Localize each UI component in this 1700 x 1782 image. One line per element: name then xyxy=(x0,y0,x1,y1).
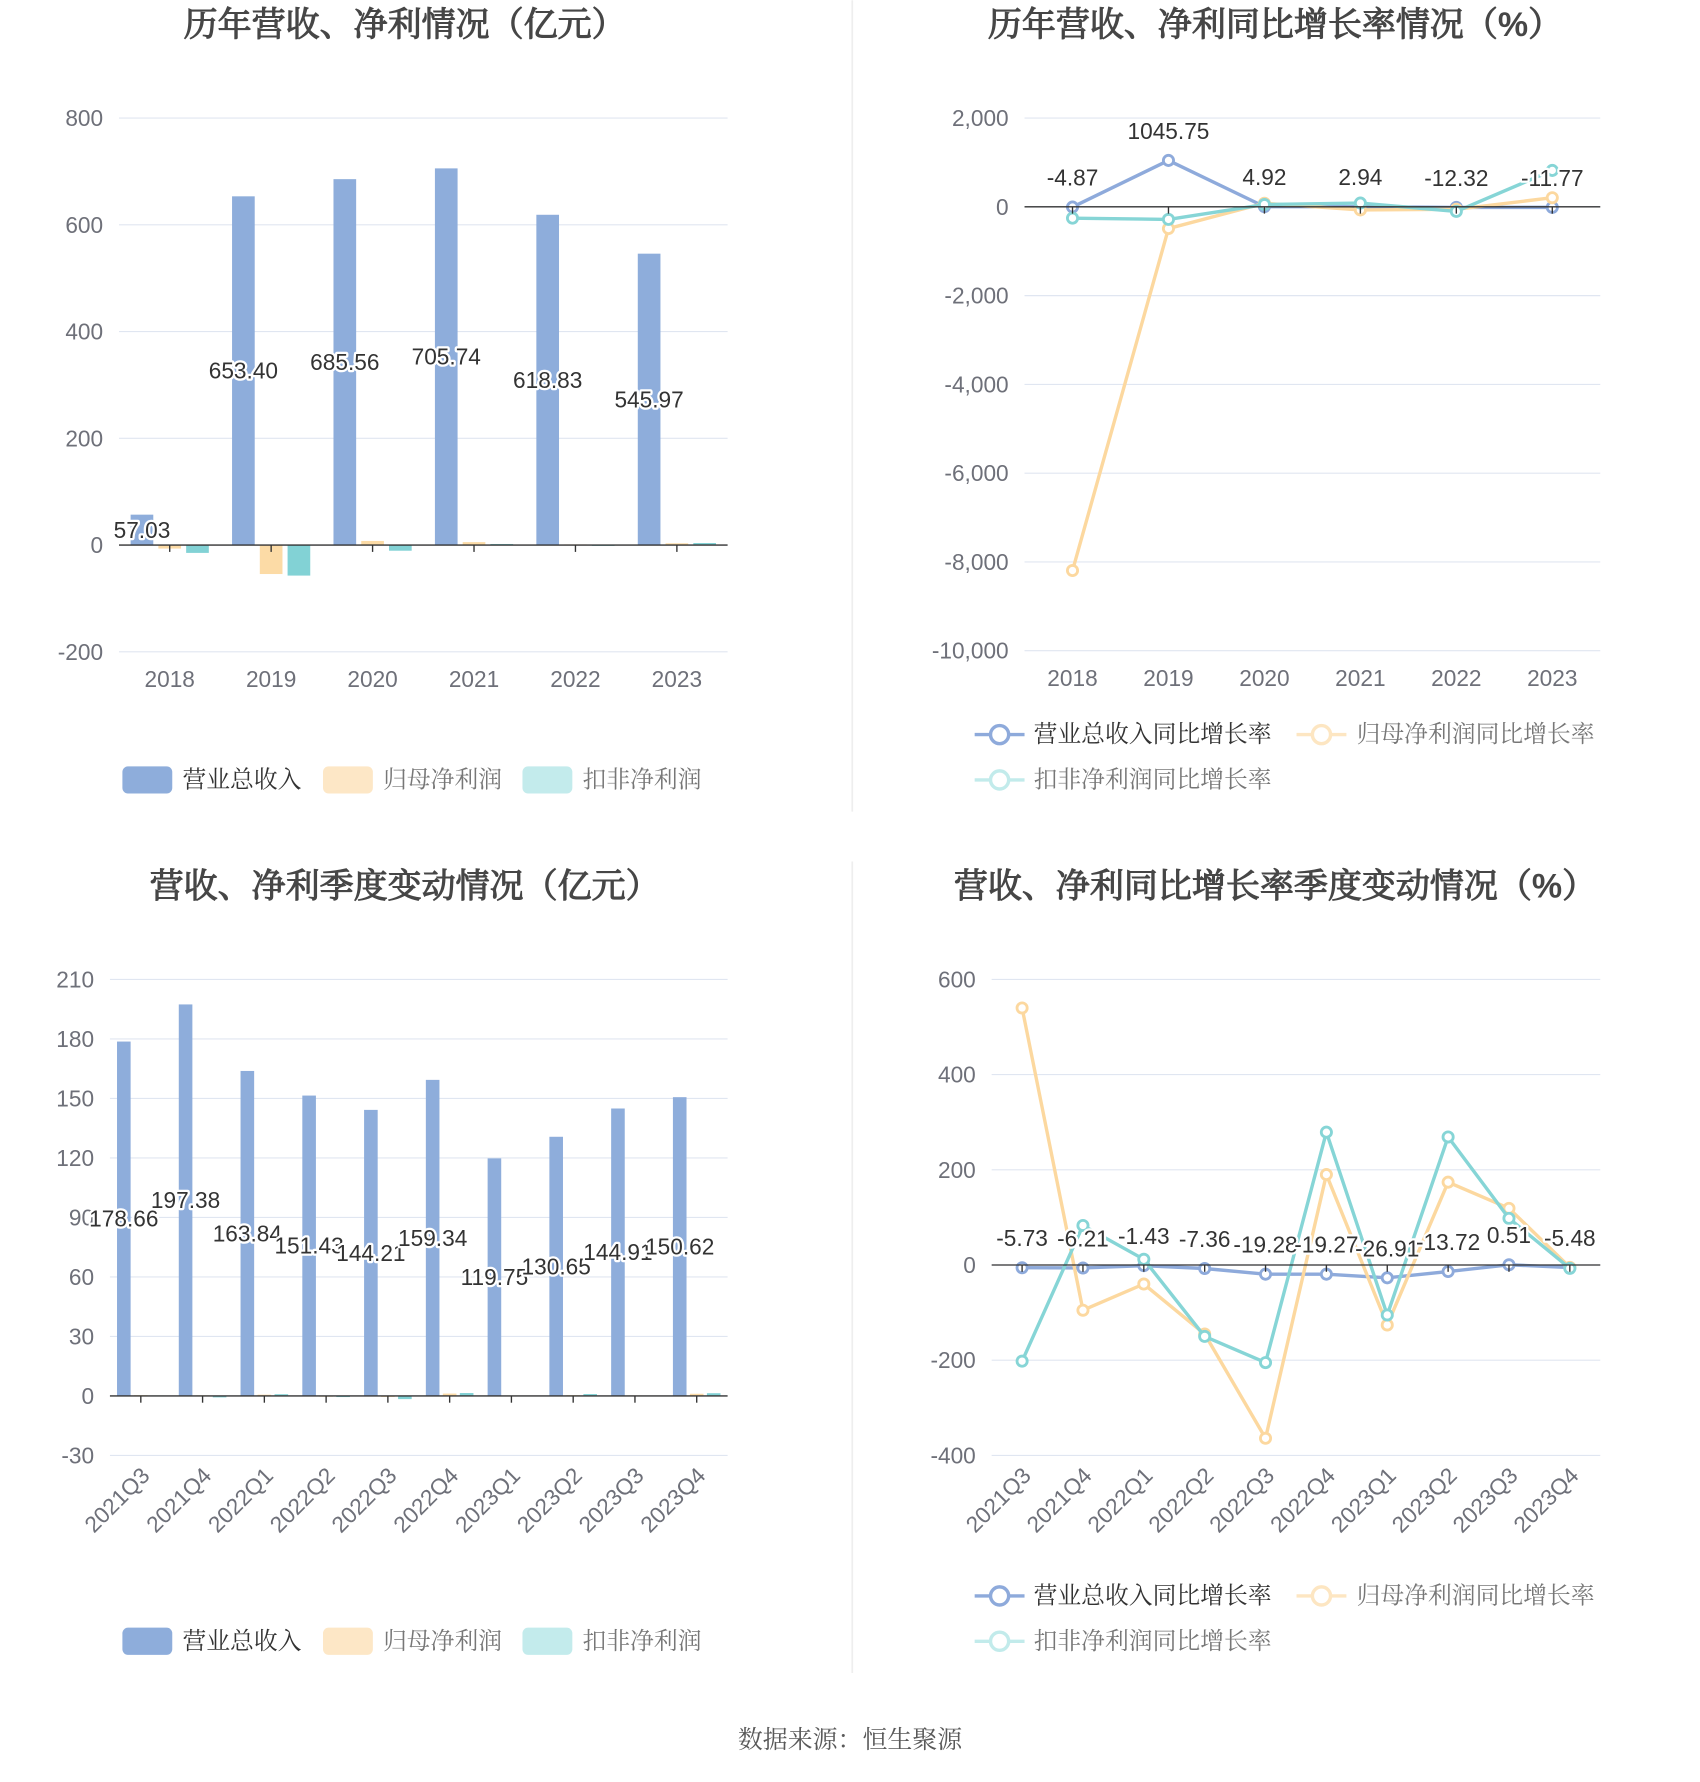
data-label-revenue: 685.56 xyxy=(310,349,380,376)
point-net-profit-deducted-growth xyxy=(1067,213,1077,223)
y-axis xyxy=(58,105,103,665)
legend-label: 扣非净利润 xyxy=(582,766,702,794)
chart-legend xyxy=(122,1628,701,1655)
data-label-revenue-growth: -19.27 xyxy=(1294,1231,1359,1258)
legend-swatch xyxy=(122,1628,172,1655)
legend-label: 扣非净利润 xyxy=(582,1627,702,1655)
y-tick-label: -10,000 xyxy=(931,637,1009,664)
data-labels xyxy=(114,344,684,543)
x-tick-label: 2023 xyxy=(1527,664,1578,691)
x-tick-label: 2023 xyxy=(651,666,703,693)
x-tick-label: 2023Q3 xyxy=(1447,1462,1523,1538)
legend-item-net-profit-deducted[interactable] xyxy=(522,1628,701,1655)
x-tick-label: 2023Q2 xyxy=(1386,1462,1462,1538)
point-net-profit-parent-growth xyxy=(1260,1433,1270,1443)
legend-line-marker-icon xyxy=(975,726,1025,744)
y-tick-label: 200 xyxy=(65,425,104,452)
data-label-revenue-growth: -13.72 xyxy=(1415,1228,1481,1255)
x-tick-label: 2023Q4 xyxy=(635,1462,711,1538)
y-tick-label: -400 xyxy=(930,1442,976,1469)
x-tick-label: 2019 xyxy=(1143,664,1194,691)
legend-item-net-profit-parent[interactable] xyxy=(323,1628,502,1655)
x-axis xyxy=(119,545,728,692)
point-net-profit-parent-growth xyxy=(1139,1279,1149,1289)
data-label-revenue: 197.38 xyxy=(150,1187,221,1214)
legend-item-net-profit-parent-growth[interactable] xyxy=(1297,721,1595,748)
quarterly-growth-rate-chart xyxy=(930,867,1600,1654)
x-tick-label: 2021 xyxy=(1335,664,1386,691)
data-label-revenue: 130.65 xyxy=(521,1253,591,1280)
chart-plot-area xyxy=(930,966,1600,1537)
data-label-revenue: 653.40 xyxy=(208,357,279,384)
data-label-revenue: 144.21 xyxy=(336,1239,406,1266)
annual-growth-rate-chart xyxy=(932,5,1600,793)
y-tick-label: -200 xyxy=(57,638,104,665)
legend-line-marker-icon xyxy=(975,771,1025,789)
x-tick-label: 2022Q4 xyxy=(387,1462,464,1538)
point-net-profit-parent-growth xyxy=(1443,1177,1453,1187)
x-tick-label: 2022Q2 xyxy=(264,1462,340,1538)
x-tick-label: 2020 xyxy=(347,666,398,693)
legend-item-revenue[interactable] xyxy=(122,1628,301,1655)
chart-legend xyxy=(975,1582,1595,1654)
legend-item-net-profit-deducted-growth[interactable] xyxy=(975,1628,1272,1655)
legend-label: 归母净利润 xyxy=(383,1627,503,1655)
x-tick-label: 2019 xyxy=(245,666,297,693)
chart-title: 营收、净利同比增长率季度变动情况（%） xyxy=(953,867,1597,906)
grid-lines xyxy=(110,979,728,1455)
legend-line-marker-icon xyxy=(975,1632,1025,1650)
x-tick-label: 2022 xyxy=(550,666,601,693)
legend-label: 营业总收入 xyxy=(182,766,302,794)
annual-revenue-profit-chart xyxy=(58,5,728,793)
y-tick-label: 400 xyxy=(937,1061,976,1088)
point-net-profit-deducted-growth xyxy=(1200,1331,1210,1341)
x-tick-label: 2021Q4 xyxy=(140,1462,217,1538)
data-label-revenue-growth: 0.51 xyxy=(1486,1222,1532,1249)
bar-net-profit-deducted xyxy=(186,545,209,553)
legend-swatch xyxy=(522,1628,572,1655)
x-tick-label: 2022Q4 xyxy=(1264,1462,1341,1538)
data-label-revenue: 178.66 xyxy=(89,1205,159,1232)
legend-label: 营业总收入同比增长率 xyxy=(1033,1582,1272,1610)
data-label-revenue-growth: -26.91 xyxy=(1355,1235,1420,1262)
legend-swatch xyxy=(522,766,572,793)
data-label-revenue-growth: -5.48 xyxy=(1544,1225,1596,1252)
point-net-profit-deducted-growth xyxy=(1321,1127,1331,1137)
legend-swatch xyxy=(122,766,172,793)
data-label-revenue-growth: -5.73 xyxy=(996,1225,1048,1252)
x-axis xyxy=(79,1396,727,1538)
legend-marker xyxy=(991,1587,1009,1605)
y-tick-label: 90 xyxy=(68,1204,95,1231)
chart-legend xyxy=(975,721,1595,793)
series-marks xyxy=(1067,155,1557,575)
y-tick-label: 2,000 xyxy=(951,105,1009,132)
y-tick-label: 150 xyxy=(56,1085,95,1112)
y-axis xyxy=(932,105,1009,664)
point-net-profit-parent-growth xyxy=(1067,565,1077,575)
x-tick-label: 2021Q3 xyxy=(960,1462,1036,1538)
point-net-profit-parent-growth xyxy=(1078,1305,1088,1315)
legend-line-marker-icon xyxy=(975,1587,1025,1605)
chart-title: 历年营收、净利情况（亿元） xyxy=(183,6,626,45)
legend-marker xyxy=(991,1632,1009,1650)
y-tick-label: 180 xyxy=(56,1025,95,1052)
point-net-profit-deducted-growth xyxy=(1139,1254,1149,1264)
data-label-revenue: 618.83 xyxy=(513,366,583,393)
x-tick-label: 2023Q2 xyxy=(511,1462,587,1538)
y-tick-label: -4,000 xyxy=(944,371,1009,398)
y-tick-label: -2,000 xyxy=(944,282,1009,309)
data-label-revenue: 57.03 xyxy=(113,516,171,543)
y-tick-label: 30 xyxy=(68,1323,95,1350)
legend-label: 营业总收入 xyxy=(182,1627,302,1655)
legend-marker xyxy=(1312,726,1330,744)
data-label-revenue-growth: -1.43 xyxy=(1117,1223,1170,1250)
x-tick-label: 2022Q3 xyxy=(1203,1462,1280,1538)
bar-net-profit-deducted xyxy=(389,545,412,551)
data-label-revenue: 163.84 xyxy=(212,1220,282,1247)
point-net-profit-parent-growth xyxy=(1017,1003,1027,1013)
x-tick-label: 2018 xyxy=(1047,664,1098,691)
y-tick-label: 60 xyxy=(68,1263,95,1290)
x-tick-label: 2022Q2 xyxy=(1143,1462,1219,1538)
bar-net-profit-deducted xyxy=(288,545,311,575)
point-net-profit-parent-growth xyxy=(1321,1169,1331,1179)
data-label-revenue: 705.74 xyxy=(411,343,481,370)
y-tick-label: 0 xyxy=(90,532,104,559)
legend-label: 归母净利润 xyxy=(383,766,503,794)
x-tick-label: 2022 xyxy=(1431,664,1482,691)
legend-label: 扣非净利润同比增长率 xyxy=(1033,766,1272,794)
data-label-revenue-growth: -4.87 xyxy=(1046,164,1099,191)
line-revenue-growth xyxy=(1022,1265,1570,1278)
chart-plot-area xyxy=(58,105,728,692)
x-tick-label: 2023Q3 xyxy=(573,1462,649,1538)
legend-item-net-profit-deducted[interactable] xyxy=(522,766,701,793)
legend-marker xyxy=(1312,1587,1330,1605)
point-net-profit-deducted-growth xyxy=(1260,1357,1270,1367)
x-tick-label: 2022Q3 xyxy=(326,1462,402,1538)
y-tick-label: 0 xyxy=(963,1252,976,1278)
data-label-revenue-growth: -19.28 xyxy=(1233,1231,1298,1258)
data-label-revenue: 150.62 xyxy=(645,1233,715,1260)
x-tick-label: 2022Q1 xyxy=(202,1462,279,1538)
point-revenue-growth xyxy=(1382,1273,1392,1283)
x-tick-label: 2023Q4 xyxy=(1508,1462,1584,1538)
y-tick-label: 200 xyxy=(937,1156,976,1183)
legend-line-marker-icon xyxy=(1297,726,1347,744)
data-labels xyxy=(996,1222,1595,1261)
legend-marker xyxy=(991,726,1009,744)
y-tick-label: 0 xyxy=(996,193,1009,220)
grid-lines xyxy=(1025,118,1601,651)
y-tick-label: 0 xyxy=(81,1382,95,1409)
y-tick-label: -8,000 xyxy=(944,548,1009,575)
y-tick-label: -6,000 xyxy=(944,460,1009,487)
data-label-revenue-growth: 1045.75 xyxy=(1127,117,1210,144)
chart-plot-area xyxy=(56,966,727,1537)
data-label-revenue: 159.34 xyxy=(398,1224,468,1251)
legend-label: 归母净利润同比增长率 xyxy=(1356,1582,1595,1610)
legend-label: 扣非净利润同比增长率 xyxy=(1033,1627,1272,1655)
data-label-revenue: 545.97 xyxy=(614,386,684,413)
y-tick-label: 800 xyxy=(65,105,104,132)
point-net-profit-deducted-growth xyxy=(1163,214,1173,224)
data-label-revenue-growth: 2.94 xyxy=(1338,164,1383,191)
x-tick-label: 2023Q1 xyxy=(449,1462,526,1538)
data-label-revenue: 119.75 xyxy=(460,1264,529,1291)
legend-label: 归母净利润同比增长率 xyxy=(1356,721,1595,749)
point-net-profit-deducted-growth xyxy=(1443,1132,1453,1142)
legend-line-marker-icon xyxy=(1297,1587,1347,1605)
data-label-revenue-growth: -7.36 xyxy=(1178,1225,1231,1252)
x-tick-label: 2020 xyxy=(1239,664,1290,691)
data-label-revenue-growth: 4.92 xyxy=(1242,164,1287,191)
y-tick-label: -30 xyxy=(61,1442,95,1469)
chart-legend xyxy=(122,766,701,793)
point-revenue-growth xyxy=(1163,155,1173,165)
chart-title: 历年营收、净利同比增长率情况（%） xyxy=(987,6,1563,45)
legend-item-revenue-growth[interactable] xyxy=(975,1582,1272,1609)
x-tick-label: 2023Q1 xyxy=(1325,1462,1401,1538)
point-net-profit-parent-growth xyxy=(1547,193,1557,203)
x-tick-label: 2021 xyxy=(448,666,500,693)
legend-item-net-profit-deducted-growth[interactable] xyxy=(975,766,1272,793)
legend-label: 营业总收入同比增长率 xyxy=(1033,721,1272,749)
data-label-revenue-growth: -12.32 xyxy=(1424,164,1489,191)
legend-item-revenue[interactable] xyxy=(122,766,301,793)
legend-swatch xyxy=(323,766,373,793)
y-tick-label: 210 xyxy=(56,966,95,993)
quarterly-revenue-profit-chart xyxy=(56,867,727,1654)
point-net-profit-deducted-growth xyxy=(1017,1356,1027,1366)
legend-item-net-profit-parent[interactable] xyxy=(323,766,502,793)
x-axis xyxy=(1025,207,1601,691)
y-tick-label: 600 xyxy=(937,966,976,993)
x-tick-label: 2021Q3 xyxy=(79,1462,155,1538)
data-source-note: 数据来源：恒生聚源 xyxy=(737,1725,963,1754)
chart-title: 营收、净利季度变动情况（亿元） xyxy=(149,867,660,906)
x-tick-label: 2021Q4 xyxy=(1021,1462,1097,1538)
y-tick-label: 600 xyxy=(65,211,104,238)
data-label-revenue-growth: -6.21 xyxy=(1057,1225,1109,1252)
y-tick-label: 120 xyxy=(56,1144,95,1171)
legend-item-revenue-growth[interactable] xyxy=(975,721,1272,748)
legend-marker xyxy=(991,771,1009,789)
y-axis xyxy=(930,966,975,1468)
grid-lines xyxy=(119,118,728,652)
data-label-revenue-growth: -11.77 xyxy=(1521,164,1584,191)
y-tick-label: -200 xyxy=(930,1347,976,1374)
legend-swatch xyxy=(323,1628,373,1655)
chart-plot-area xyxy=(932,105,1600,691)
legend-item-net-profit-parent-growth[interactable] xyxy=(1297,1582,1595,1609)
x-tick-label: 2022Q1 xyxy=(1082,1462,1158,1538)
point-net-profit-deducted-growth xyxy=(1382,1310,1392,1320)
y-tick-label: 400 xyxy=(65,318,104,345)
x-tick-label: 2018 xyxy=(144,666,195,693)
data-label-revenue: 144.91 xyxy=(583,1239,653,1266)
data-label-revenue: 151.43 xyxy=(274,1232,344,1259)
